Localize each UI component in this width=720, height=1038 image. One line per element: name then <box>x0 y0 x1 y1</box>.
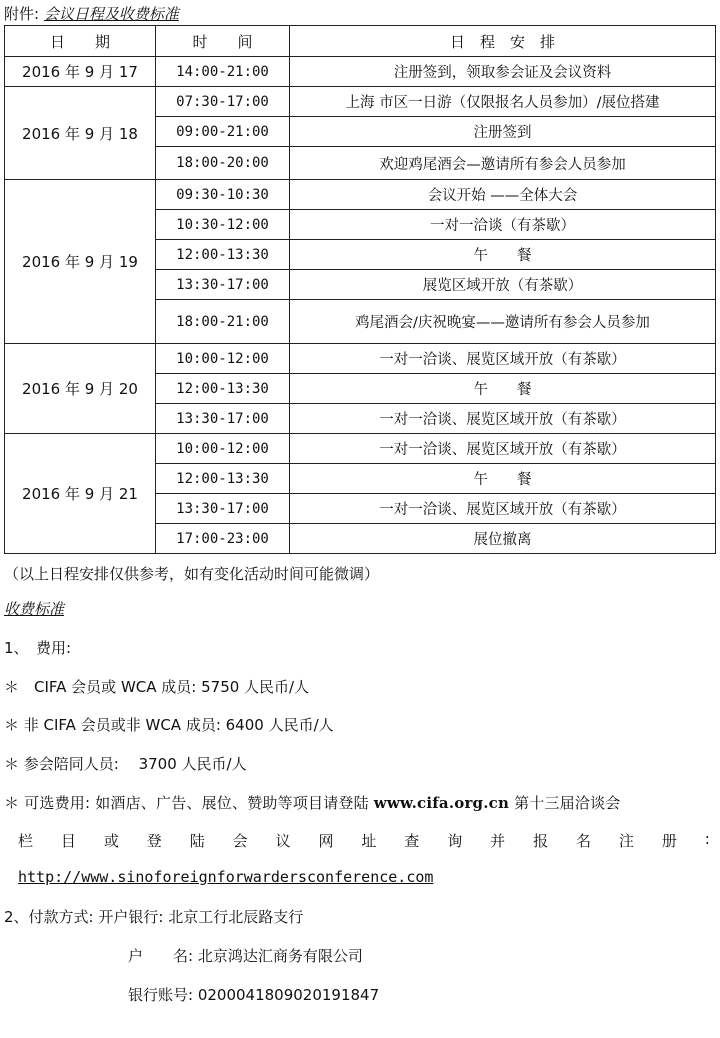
register-char: 询 <box>447 832 463 850</box>
register-char: 注 <box>618 832 634 850</box>
register-instruction-row <box>18 830 710 852</box>
time-cell: 12:00-13:30 <box>156 464 290 494</box>
date-cell: 2016 年 9 月 19 <box>5 180 156 344</box>
table-row <box>5 434 716 464</box>
table-row <box>5 180 716 210</box>
date-cell: 2016 年 9 月 17 <box>5 57 156 87</box>
event-cell: 午 餐 <box>290 240 716 270</box>
time-cell: 13:30-17:00 <box>156 270 290 300</box>
register-char: 目 <box>60 832 76 850</box>
time-cell: 18:00-20:00 <box>156 147 290 180</box>
event-cell: 鸡尾酒会/庆祝晚宴——邀请所有参会人员参加 <box>290 300 716 344</box>
time-cell: 14:00-21:00 <box>156 57 290 87</box>
register-char: 议 <box>275 832 291 850</box>
register-char: 并 <box>490 832 506 850</box>
register-char: 或 <box>103 832 119 850</box>
event-cell: 会议开始 ——全体大会 <box>290 180 716 210</box>
header-schedule: 日 程 安 排 <box>290 26 716 57</box>
date-cell: 2016 年 9 月 21 <box>5 434 156 554</box>
account-number: 银行账号: 0200041809020191847 <box>128 986 380 1004</box>
conference-url-link[interactable]: http://www.sinoforeignforwardersconference.com <box>18 868 434 886</box>
cifa-website-link[interactable]: www.cifa.org.cn <box>373 794 510 812</box>
date-cell: 2016 年 9 月 18 <box>5 87 156 180</box>
register-char: 查 <box>404 832 420 850</box>
date-cell: 2016 年 9 月 20 <box>5 344 156 434</box>
event-cell: 欢迎鸡尾酒会—邀请所有参会人员参加 <box>290 147 716 180</box>
header-date: 日 期 <box>5 26 156 57</box>
time-cell: 10:00-12:00 <box>156 434 290 464</box>
event-cell: 一对一洽谈、展览区域开放（有茶歇） <box>290 494 716 524</box>
event-cell: 展览区域开放（有茶歇） <box>290 270 716 300</box>
event-cell: 午 餐 <box>290 464 716 494</box>
event-cell: 一对一洽谈、展览区域开放（有茶歇） <box>290 404 716 434</box>
attachment-title: 会议日程及收费标准 <box>43 5 179 23</box>
time-cell: 07:30-17:00 <box>156 87 290 117</box>
schedule-note: （以上日程安排仅供参考，如有变化活动时间可能微调） <box>4 565 380 583</box>
time-cell: 12:00-13:30 <box>156 240 290 270</box>
register-char: 册 <box>661 832 677 850</box>
register-char: 陆 <box>189 832 205 850</box>
fee-optional <box>4 792 620 813</box>
table-header-row <box>5 26 716 57</box>
event-cell: 上海 市区一日游（仅限报名人员参加）/展位搭建 <box>290 87 716 117</box>
event-cell: 一对一洽谈、展览区域开放（有茶歇） <box>290 344 716 374</box>
register-char: 名 <box>575 832 591 850</box>
attachment-label: 附件: <box>4 5 40 23</box>
fee-member: ＊ CIFA 会员或 WCA 成员: 5750 人民币/人 <box>4 678 310 696</box>
schedule-table <box>4 25 716 554</box>
table-row <box>5 344 716 374</box>
event-cell: 注册签到 <box>290 117 716 147</box>
time-cell: 13:30-17:00 <box>156 494 290 524</box>
time-cell: 17:00-23:00 <box>156 524 290 554</box>
header-time: 时 间 <box>156 26 290 57</box>
table-row <box>5 57 716 87</box>
time-cell: 10:00-12:00 <box>156 344 290 374</box>
payment-method: 2、付款方式: 开户银行: 北京工行北辰路支行 <box>4 908 304 926</box>
fee-section-title: 收费标准 <box>4 600 65 618</box>
register-char: 址 <box>361 832 377 850</box>
fee-item-label: 1、 费用: <box>4 639 72 657</box>
time-cell: 18:00-21:00 <box>156 300 290 344</box>
event-cell: 午 餐 <box>290 374 716 404</box>
register-char: 网 <box>318 832 334 850</box>
account-name: 户 名: 北京鸿达汇商务有限公司 <box>128 947 363 965</box>
event-cell: 一对一洽谈、展览区域开放（有茶歇） <box>290 434 716 464</box>
event-cell: 展位撤离 <box>290 524 716 554</box>
register-char: 会 <box>232 832 248 850</box>
table-row <box>5 87 716 117</box>
event-cell: 一对一洽谈（有茶歇） <box>290 210 716 240</box>
event-cell: 注册签到，领取参会证及会议资料 <box>290 57 716 87</box>
register-char: : <box>704 830 710 848</box>
time-cell: 10:30-12:00 <box>156 210 290 240</box>
fee-companion: ＊ 参会陪同人员: 3700 人民币/人 <box>4 755 247 773</box>
fee-non-member: ＊ 非 CIFA 会员或非 WCA 成员: 6400 人民币/人 <box>4 716 334 734</box>
fee-optional-prefix: ＊ 可选费用: 如酒店、广告、展位、赞助等项目请登陆 <box>4 794 369 812</box>
attachment-header <box>4 3 179 25</box>
time-cell: 09:30-10:30 <box>156 180 290 210</box>
register-char: 栏 <box>18 832 34 850</box>
time-cell: 09:00-21:00 <box>156 117 290 147</box>
time-cell: 13:30-17:00 <box>156 404 290 434</box>
register-char: 报 <box>533 832 549 850</box>
fee-optional-suffix: 第十三届洽谈会 <box>514 794 621 812</box>
time-cell: 12:00-13:30 <box>156 374 290 404</box>
register-char: 登 <box>146 832 162 850</box>
